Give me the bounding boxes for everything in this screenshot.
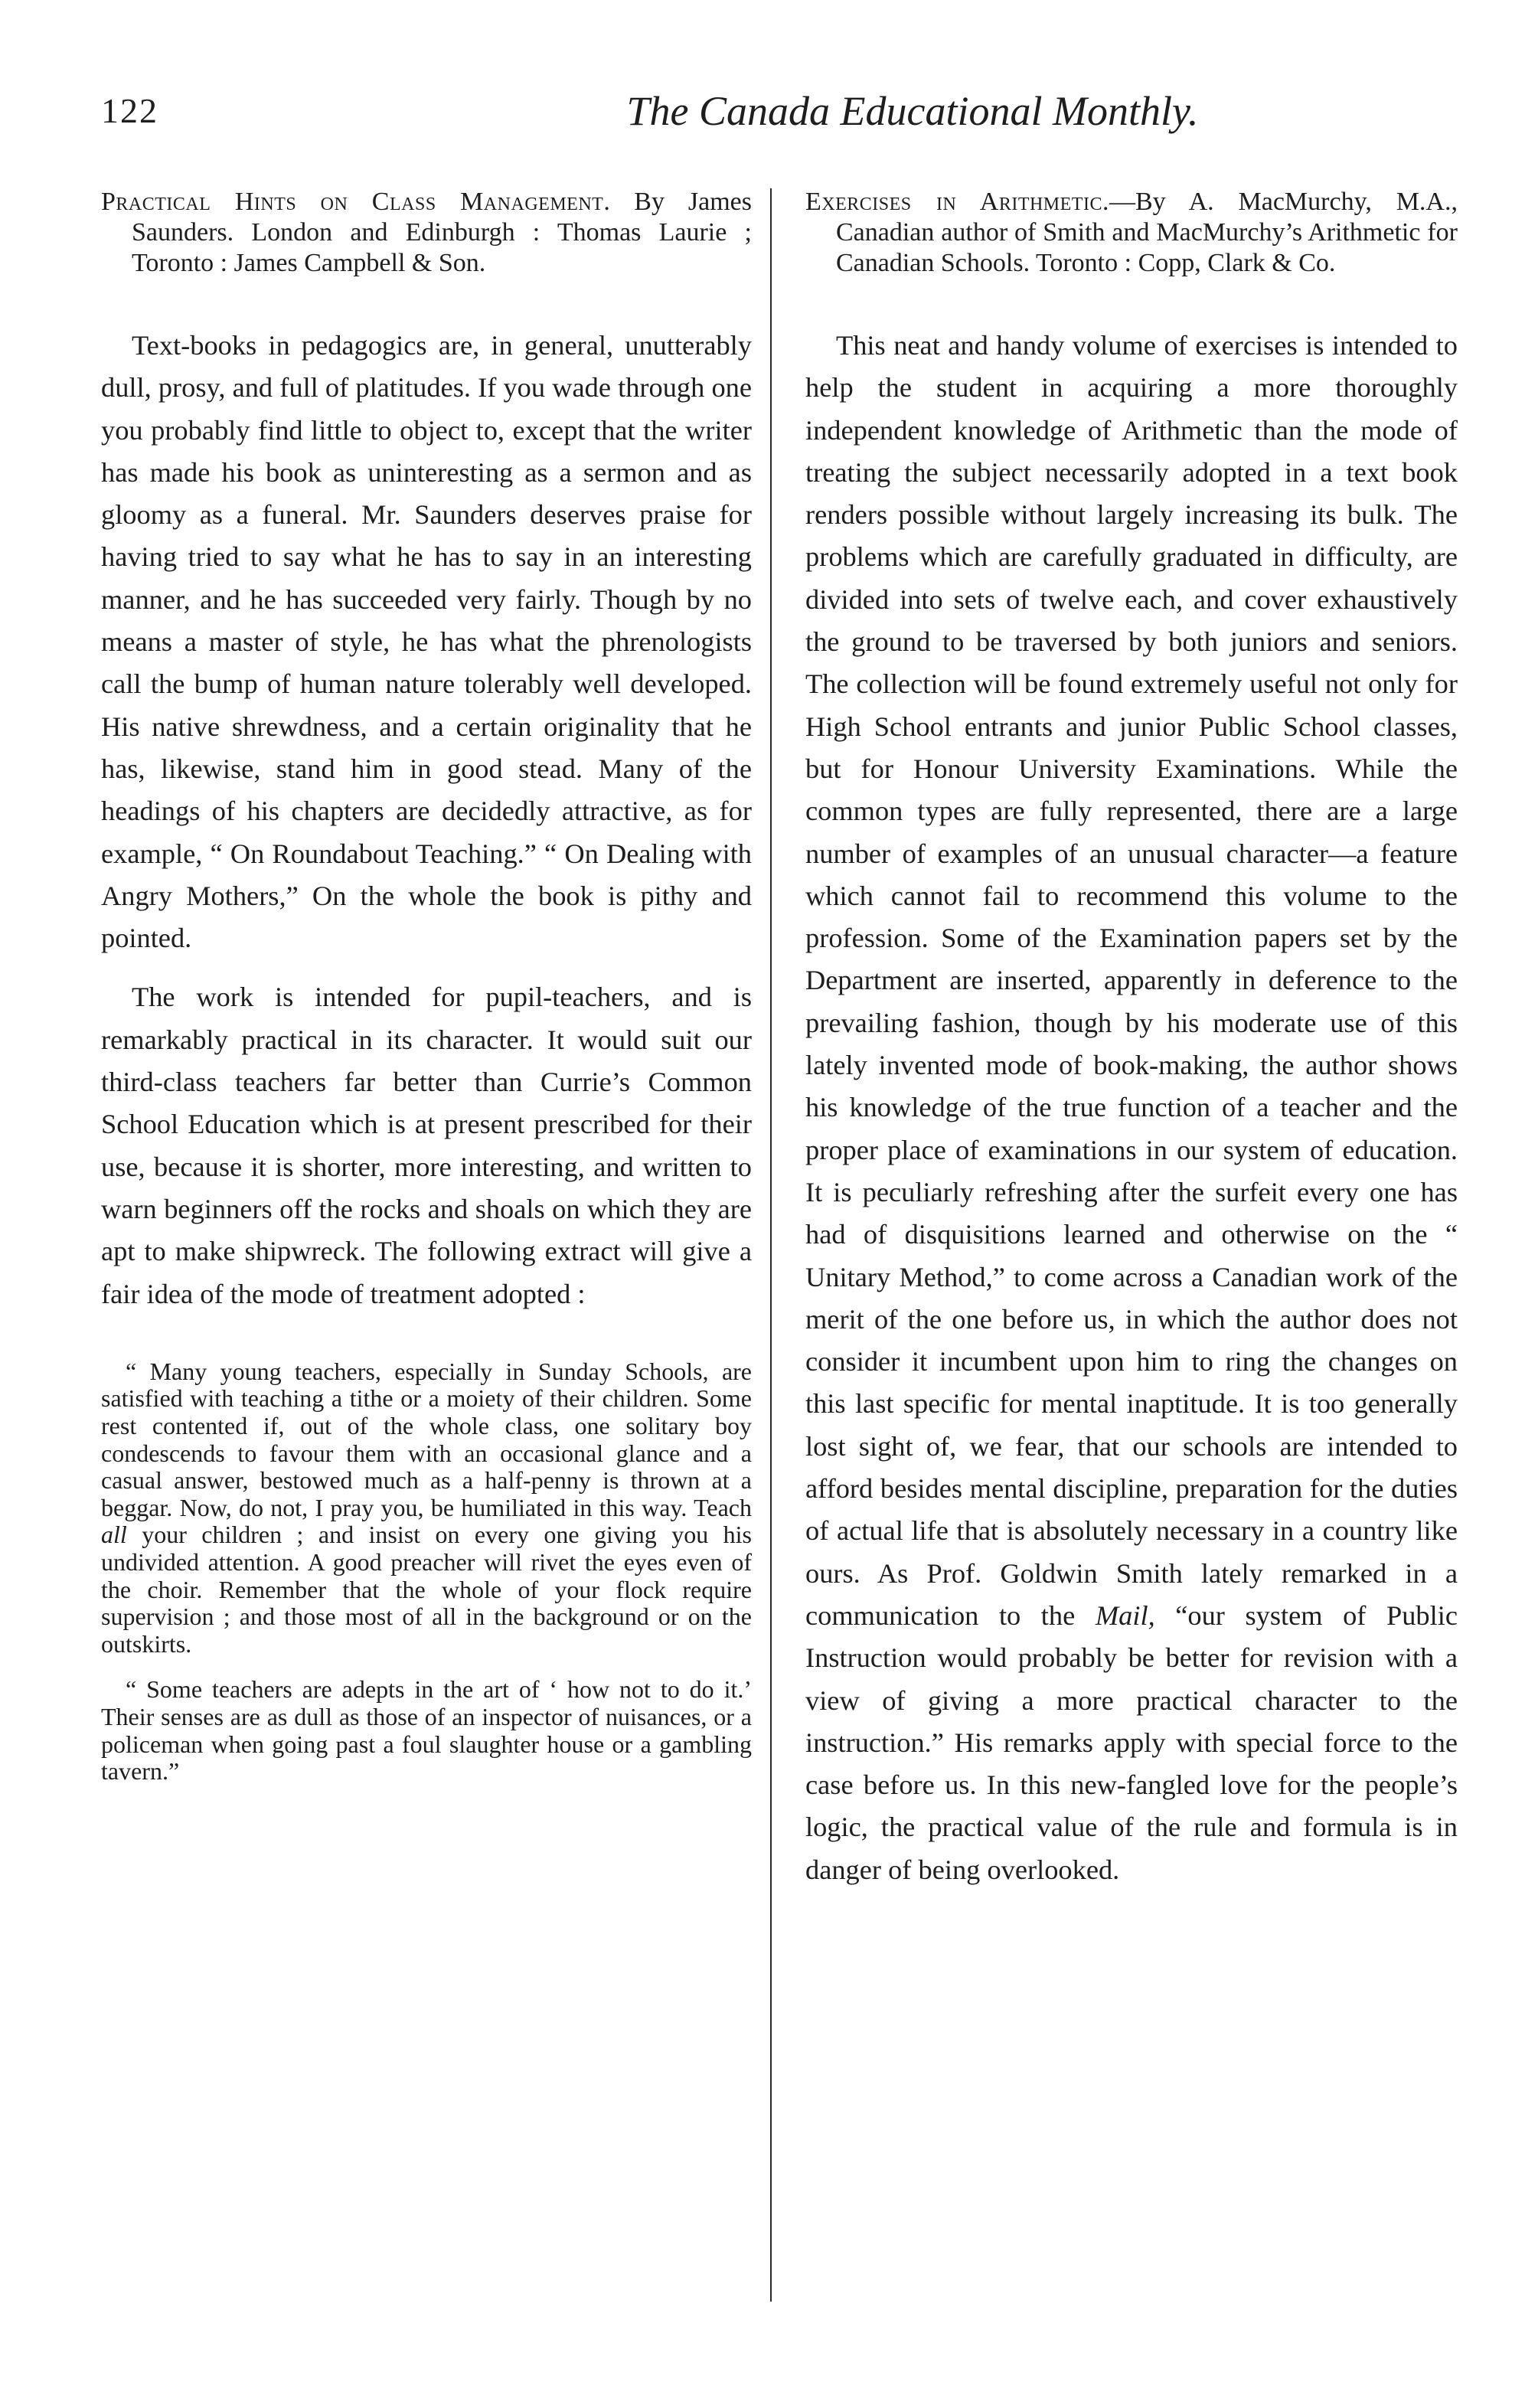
review-heading-arithmetic: [805, 187, 1458, 279]
review-publication-details: By James Saunders. London and Edinburgh : Thomas Laurie ; Toronto : James Campbell & Son.: [132, 188, 752, 277]
review-paragraph: [805, 325, 1458, 1891]
review-paragraph: The work is intended for pupil-teachers, and is remarkably practical in its character. It would suit our third-class teachers far better than Currie’s Common School Education which is at present prescribed for their use, because it is shorter, more interesting, and written to warn beginners off the rocks and shoals on which they are apt to make shipwreck. The following extract will give a fair idea of the mode of treatment adopted :: [101, 982, 752, 1309]
review-text: “our system of Public Instruction would probably be better for revision with a view of giving a more practical character to the instruction.” His remarks apply with special force to the case before us. In this new-fangled love for the people’s logic, the practical value of the rule and formula is in danger of being overlooked.: [805, 1599, 1458, 1885]
newspaper-name: Mail,: [1095, 1599, 1155, 1631]
block-quote: [101, 1358, 752, 1786]
quote-text: your children ; and insist on every one giving you his undivided attention. A good preacher will rivet the eyes even of the choir. Remember that the whole of your flock require supervision ; and those most of all in the background or on the outskirts.: [101, 1521, 752, 1658]
left-column: [101, 187, 752, 1804]
page-header: [101, 90, 1433, 152]
quote-paragraph: “ Some teachers are adepts in the art of ‘ how not to do it.’ Their senses are as dull as those of an inspector of nuisances, or a policeman when going past a foul slaughter house or a gambling tavern.”: [101, 1675, 752, 1786]
review-paragraph: Text-books in pedagogics are, in general, unutterably dull, prosy, and full of platitudes. If you wade through one you probably find little to object to, except that the writer has made his book as uninteresting as a sermon and as gloomy as a funeral. Mr. Saunders deserves praise for having tried to say what he has to say in an interesting manner, and he has succeeded very fairly. Though by no means a master of style, he has what the phrenologists call the bump of human nature tolerably well developed. His native shrewdness, and a certain originality that he has, likewise, stand him in good stead. Many of the headings of his chapters are decidedly attractive, as for example, “ On Roundabout Teaching.” “ On Dealing with Angry Mothers,” On the whole the book is pithy and pointed.: [101, 330, 752, 954]
review-text: This neat and handy volume of exercises is intended to help the student in acquiring a more thoroughly independent knowledge of Arithmetic than the mode of treating the subject necessarily adopted in a text book renders possible without largely increasing its bulk. The problems which are carefully graduated in difficulty, are divided into sets of twelve each, and cover exhaustively the ground to be traversed by both juniors and seniors. The collection will be found extremely useful not only for High School entrants and junior Public School classes, but for Honour University Examinations. While the common types are fully represented, there are a large number of examples of an unusual character—a feature which cannot fail to recommend this volume to the profession. Some of the Examination papers set by the Department are inserted, apparently in deference to the prevailing fashion, though by his moderate use of this lately invented mode of book-making, the author shows his knowledge of the true function of a teacher and the proper place of examinations in our system of education. It is peculiarly refreshing after the surfeit every one has had of disquisitions learned and otherwise on the “ Unitary Method,” to come across a Canadian work of the merit of the one before us, in which the author does not consider it incumbent upon him to ring the changes on this last specific for mental inaptitude. It is too generally lost sight of, we fear, that our schools are intended to afford besides mental discipline, preparation for the duties of actual life that is absolutely necessary in a country like ours. As Prof. Goldwin Smith lately remarked in a communication to the: [805, 330, 1458, 1631]
quote-paragraph: [101, 1358, 752, 1658]
page-number: 122: [101, 91, 158, 130]
quote-emphasis: all: [101, 1521, 127, 1549]
running-title: The Canada Educational Monthly.: [626, 88, 1199, 134]
review-publication-details: —By A. MacMurchy, M.A., Canadian author of Smith and MacMurchy’s Arithmetic for Canadian Schools. Toronto : Copp, Clark & Co.: [836, 188, 1458, 277]
quote-text: “ Many young teachers, especially in Sunday Schools, are satisfied with teaching a tithe or a moiety of their children. Some rest contented if, out of the whole class, one solitary boy condescends to favour them with an occasional glance and a casual answer, bestowed much as a half-penny is thrown at a beggar. Now, do not, I pray you, be humiliated in this way. Teach: [101, 1357, 752, 1521]
right-column: [805, 187, 1458, 1908]
column-divider: [770, 188, 772, 2302]
review-title: Practical Hints on Class Management.: [101, 188, 611, 216]
review-heading-class-management: [101, 187, 752, 279]
review-title: Exercises in Arithmetic.: [805, 188, 1109, 216]
